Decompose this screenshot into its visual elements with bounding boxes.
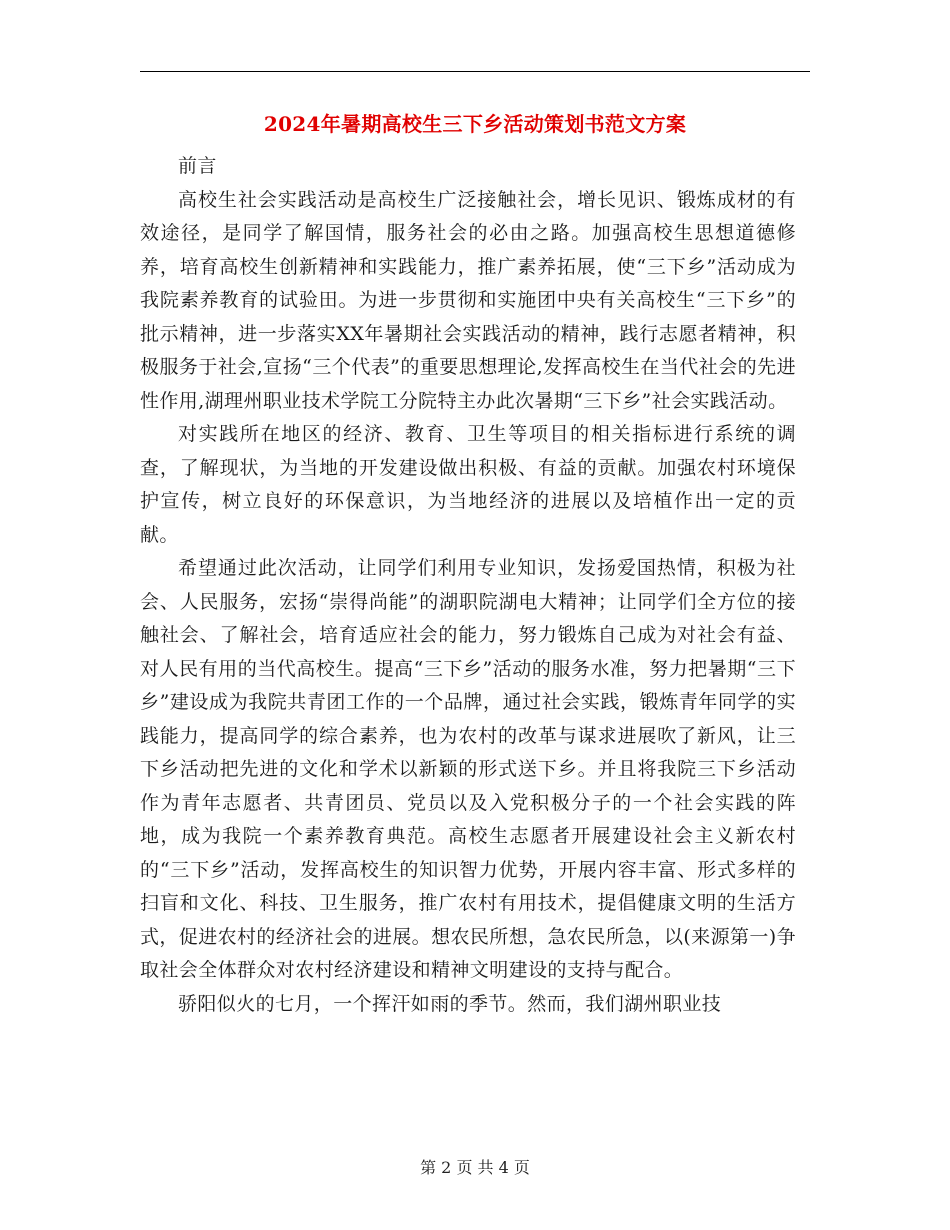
document-title: 2024年暑期高校生三下乡活动策划书范文方案 — [263, 112, 687, 136]
paragraph-preface-heading: 前言 — [178, 155, 217, 177]
paragraph: 高校生社会实践活动是高校生广泛接触社会，增长见识、锻炼成材的有效途径，是同学了解国情，服务社会的必由之路。加强高校生思想道德修养，培育高校生创新精神和实践能力，推广素养拓展，使“三下乡”活动成为我院素养教育的试验田。为进一步贯彻和实施团中央有关高校生“三下乡”的批示精神，进一步落实XX年暑期社会实践活动的精神，践行志愿者精神，积极服务于社会,宣扬“三个代表”的重要思想理论,发挥高校生在当代社会的先进性作用,湖理州职业技术学院工分院特主办此次暑期“三下乡”社会实践活动。 — [140, 188, 796, 412]
page-number-footer: 第 2 页 共 4 页 — [420, 1158, 530, 1177]
paragraph: 希望通过此次活动，让同学们利用专业知识，发扬爱国热情，积极为社会、人民服务，宏扬“崇得尚能”的湖职院湖电大精神；让同学们全方位的接触社会、了解社会，培育适应社会的能力，努力锻炼自己成为对社会有益、对人民有用的当代高校生。提高“三下乡”活动的服务水准，努力把暑期“三下乡”建设成为我院共青团工作的一个品牌，通过社会实践，锻炼青年同学的实践能力，提高同学的综合素养，也为农村的改革与谋求进展吹了新风，让三下乡活动把先进的文化和学术以新颖的形式送下乡。并且将我院三下乡活动作为青年志愿者、共青团员、党员以及入党积极分子的一个社会实践的阵地，成为我院一个素养教育典范。高校生志愿者开展建设社会主义新农村的“三下乡”活动，发挥高校生的知识智力优势，开展内容丰富、形式多样的扫盲和文化、科技、卫生服务，推广农村有用技术，提倡健康文明的生活方式，促进农村的经济社会的进展。想农民所想，急农民所急，以(来源第一)争取社会全体群众对农村经济建设和精神文明建设的支持与配合。 — [140, 557, 796, 981]
header-rule — [140, 71, 810, 72]
paragraph: 骄阳似火的七月，一个挥汗如雨的季节。然而，我们湖州职业技 — [178, 992, 722, 1015]
document-body — [140, 150, 796, 1021]
paragraph: 对实践所在地区的经济、教育、卫生等项目的相关指标进行系统的调查，了解现状，为当地的开发建设做出积极、有益的贡献。加强农村环境保护宣传，树立良好的环保意识，为当地经济的进展以及培植作出一定的贡献。 — [140, 423, 796, 546]
